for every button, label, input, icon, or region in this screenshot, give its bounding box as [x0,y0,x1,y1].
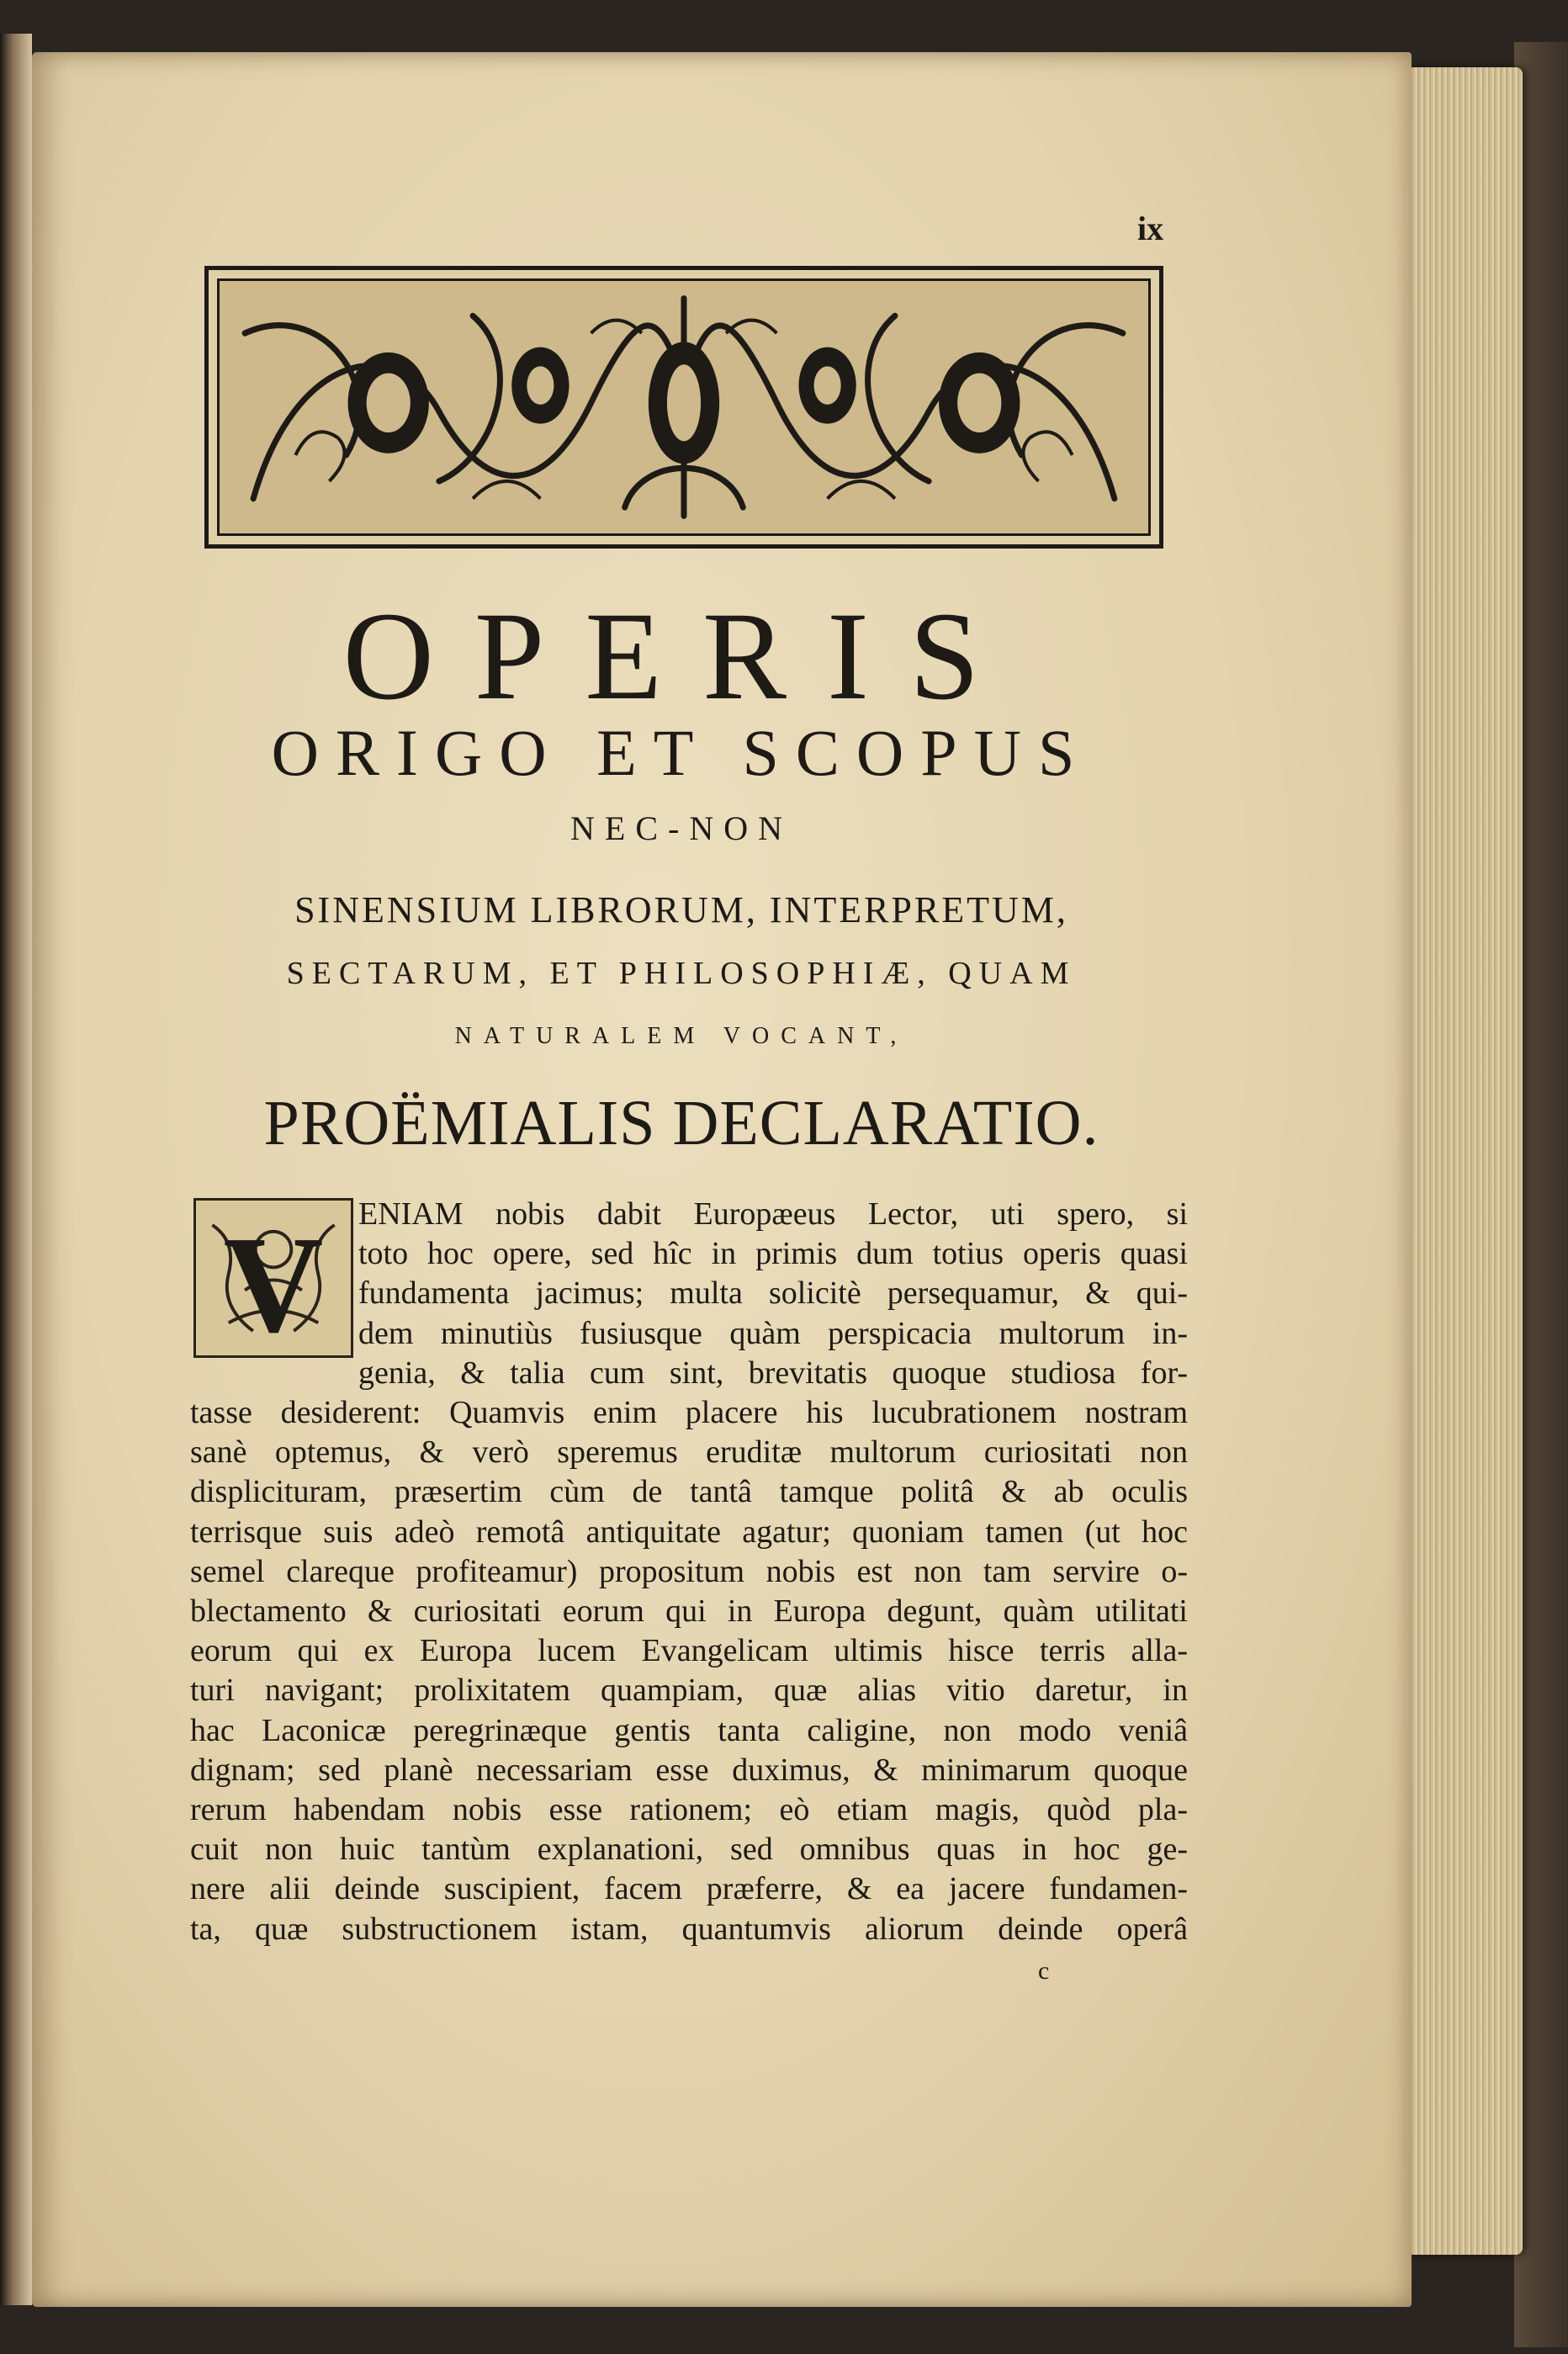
text-line: cuit non huic tantùm explanationi, sed omnibus quas in hoc ge- [190,1832,1188,1868]
initial-letter: V [223,1206,324,1355]
left-page-sliver [0,34,32,2305]
text-line: toto hoc opere, sed hîc in primis dum totius operis quasi [358,1236,1188,1272]
title-operis: OPERIS [342,586,1020,726]
text-line: dem minutiùs fusiusque quàm perspicacia multorum in- [358,1315,1188,1351]
text-line: semel clareque profiteamur) propositum nobis est non tam servire o- [190,1553,1188,1589]
headpiece-ornament [204,266,1163,549]
text-line: turi navigant; prolixitatem quampiam, quæ alias vitio daretur, in [190,1673,1188,1709]
text-line: fundamenta jacimus; multa solicitè persequamur, & qui- [358,1275,1188,1312]
signature-mark: c [1038,1957,1050,1985]
title-origo-et-scopus: ORIGO ET SCOPUS [271,716,1092,789]
text-line: terrisque suis adeò remotâ antiquitate agatur; quoniam tamen (ut hoc [190,1514,1188,1550]
text-line: ENIAM nobis dabit Europæeus Lector, uti spero, si [358,1196,1188,1232]
text-line: displicituram, præsertim cùm de tantâ tamque politâ & ab oculis [190,1474,1188,1510]
foliage-ornament-icon [220,281,1148,533]
text-line: tasse desiderent: Quamvis enim placere his lucubrationem nostram [190,1395,1188,1431]
page-number: ix [1137,209,1164,247]
title-sinensium: SINENSIUM LIBRORUM, INTERPRETUM, [294,889,1068,930]
text-line: blectamento & curiositati eorum qui in Europa degunt, quàm utilitati [190,1593,1188,1630]
page-block-edges [1396,67,1523,2255]
text-line: hac Laconicæ peregrinæque gentis tanta caligine, non modo veniâ [190,1712,1188,1748]
text-line: ta, quæ substructionem istam, quantumvis aliorum deinde operâ [190,1911,1188,1947]
text-line: dignam; sed planè necessariam esse duximus, & minimarum quoque [190,1752,1188,1788]
text-line: sanè optemus, & verò speremus eruditæ multorum curiositati non [190,1434,1188,1471]
body-paragraph [190,1195,1188,1949]
title-nec-non: NEC-NON [570,809,792,847]
text-line: nere alii deinde suscipient, facem præferre, & ea jacere fundamen- [190,1871,1188,1907]
text-line: eorum qui ex Europa lucem Evangelicam ultimis hisce terris alla- [190,1633,1188,1669]
text-line: genia, & talia cum sint, brevitatis quoque studiosa for- [358,1355,1188,1391]
title-sectarum: SECTARUM, ET PHILOSOPHIÆ, QUAM [286,956,1077,991]
title-proemialis-declaratio: PROËMIALIS DECLARATIO. [263,1088,1099,1158]
title-naturalem: NATURALEM VOCANT, [454,1023,908,1049]
text-line: rerum habendam nobis esse rationem; eò etiam magis, quòd pla- [190,1792,1188,1828]
